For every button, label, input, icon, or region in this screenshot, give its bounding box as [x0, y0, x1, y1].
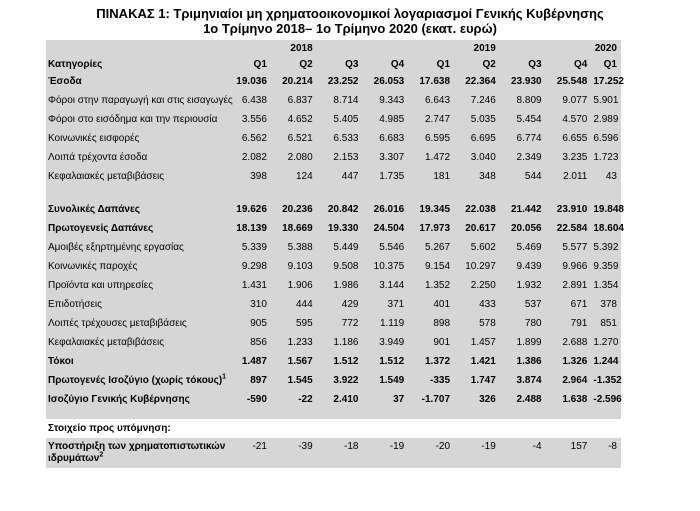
- table-cell: 19.036: [225, 72, 271, 91]
- table-cell: 17.252: [591, 72, 621, 91]
- row-label: Φόροι στην παραγωγή και στις εισαγωγές: [46, 91, 225, 110]
- table-cell: -39: [271, 438, 317, 468]
- table-cell: 2.891: [546, 276, 592, 295]
- table-cell: 10.297: [454, 257, 500, 276]
- row-label: Πρωτογενές Ισοζύγιο (χωρίς τόκους)$^1$: [46, 371, 225, 390]
- table-cell: -1.707: [408, 390, 454, 409]
- table-row: [46, 314, 621, 333]
- row-label: Πρωτογενείς Δαπάνες: [46, 219, 225, 238]
- table-cell: -1.352: [591, 371, 621, 390]
- table-cell: 1.986: [317, 276, 363, 295]
- row-label: Υποστήριξη των χρηματοπιστωτικών ιδρυμάτων$^2$: [46, 438, 225, 468]
- table-cell: 1.723: [591, 148, 621, 167]
- table-cell: 9.359: [591, 257, 621, 276]
- table-cell: 3.235: [546, 148, 592, 167]
- table-cell: -18: [317, 438, 363, 468]
- table-cell: -590: [225, 390, 271, 409]
- table-cell: -20: [408, 438, 454, 468]
- table-cell: 1.899: [500, 333, 546, 352]
- table-row: [46, 352, 621, 371]
- table-cell: 9.343: [362, 91, 408, 110]
- table-cell: 2.964: [546, 371, 592, 390]
- table-cell: 2.989: [591, 110, 621, 129]
- table-row: [46, 371, 621, 390]
- table-cell: 1.431: [225, 276, 271, 295]
- spacer-row: [46, 409, 621, 419]
- table-cell: 444: [271, 295, 317, 314]
- table-cell: -2.596: [591, 390, 621, 409]
- table-cell: 4.652: [271, 110, 317, 129]
- quarter-header: Q3: [500, 56, 546, 72]
- year-row: [46, 40, 621, 56]
- row-label: Έσοδα: [46, 72, 225, 91]
- table-cell: 671: [546, 295, 592, 314]
- table-cell: 6.595: [408, 129, 454, 148]
- quarter-row: [46, 56, 621, 72]
- table-cell: 8.714: [317, 91, 363, 110]
- table-row: [46, 200, 621, 219]
- table-cell: 9.439: [500, 257, 546, 276]
- table-cell: 1.326: [546, 352, 592, 371]
- year-2020: 2020: [591, 40, 621, 56]
- table-cell: 5.602: [454, 238, 500, 257]
- table-row: [46, 276, 621, 295]
- table-cell: 5.035: [454, 110, 500, 129]
- table-cell: 23.252: [317, 72, 363, 91]
- table-cell: 544: [500, 167, 546, 186]
- table-cell: 5.454: [500, 110, 546, 129]
- fiscal-table: [46, 40, 624, 468]
- table-cell: 1.352: [408, 276, 454, 295]
- table-cell: 897: [225, 371, 271, 390]
- table-cell: 6.438: [225, 91, 271, 110]
- table-cell: 26.053: [362, 72, 408, 91]
- table-cell: 10.375: [362, 257, 408, 276]
- table-cell: 1.747: [454, 371, 500, 390]
- table-cell: 898: [408, 314, 454, 333]
- table-cell: -19: [454, 438, 500, 468]
- table-cell: 6.643: [408, 91, 454, 110]
- row-label: Τόκοι: [46, 352, 225, 371]
- quarter-header: Q1: [408, 56, 454, 72]
- table-cell: 5.901: [591, 91, 621, 110]
- table-cell: 24.504: [362, 219, 408, 238]
- table-cell: 1.932: [500, 276, 546, 295]
- table-cell: 5.339: [225, 238, 271, 257]
- table-cell: 2.082: [225, 148, 271, 167]
- table-cell: 905: [225, 314, 271, 333]
- table-cell: -21: [225, 438, 271, 468]
- table-cell: 310: [225, 295, 271, 314]
- row-label: Συνολικές Δαπάνες: [46, 200, 225, 219]
- table-cell: 23.910: [546, 200, 592, 219]
- table-cell: 43: [591, 167, 621, 186]
- table-cell: 21.442: [500, 200, 546, 219]
- footnote-marker: 1: [222, 373, 227, 381]
- table-cell: 6.562: [225, 129, 271, 148]
- table-cell: -19: [362, 438, 408, 468]
- table-row: [46, 295, 621, 314]
- table-cell: 1.512: [362, 352, 408, 371]
- table-cell: 9.077: [546, 91, 592, 110]
- table-cell: 780: [500, 314, 546, 333]
- row-label: Λοιπές τρέχουσες μεταβιβάσεις: [46, 314, 225, 333]
- table-cell: 6.521: [271, 129, 317, 148]
- table-cell: 1.119: [362, 314, 408, 333]
- table-cell: 19.626: [225, 200, 271, 219]
- table-cell: -22: [271, 390, 317, 409]
- table-cell: 25.548: [546, 72, 592, 91]
- table-cell: 22.584: [546, 219, 592, 238]
- title-line-1: ΠΙΝΑΚΑΣ 1: Τριμηνιαίοι μη χρηματοοικονομικοί λογαριασμοί Γενικής Κυβέρνησης: [96, 6, 604, 21]
- category-header: Κατηγορίες: [46, 56, 225, 72]
- table-cell: 9.154: [408, 257, 454, 276]
- table-cell: 5.546: [362, 238, 408, 257]
- table-cell: 1.906: [271, 276, 317, 295]
- table-cell: 348: [454, 167, 500, 186]
- table-cell: 20.236: [271, 200, 317, 219]
- table-cell: 1.512: [317, 352, 363, 371]
- row-label: Κεφαλαιακές μεταβιβάσεις: [46, 167, 225, 186]
- table-cell: 18.139: [225, 219, 271, 238]
- table-cell: 17.973: [408, 219, 454, 238]
- table-cell: 6.774: [500, 129, 546, 148]
- table-cell: 1.270: [591, 333, 621, 352]
- table-cell: 37: [362, 390, 408, 409]
- table-row: [46, 167, 621, 186]
- table-cell: 2.747: [408, 110, 454, 129]
- table-cell: 2.011: [546, 167, 592, 186]
- table-cell: 2.349: [500, 148, 546, 167]
- table-cell: 1.472: [408, 148, 454, 167]
- table-cell: 5.267: [408, 238, 454, 257]
- table-row: [46, 72, 621, 91]
- table-cell: 5.388: [271, 238, 317, 257]
- table-cell: 9.103: [271, 257, 317, 276]
- quarter-header: Q2: [454, 56, 500, 72]
- year-2018: 2018: [271, 40, 317, 56]
- table-cell: 1.735: [362, 167, 408, 186]
- table-cell: 1.244: [591, 352, 621, 371]
- table-cell: 4.985: [362, 110, 408, 129]
- table-cell: 22.038: [454, 200, 500, 219]
- table-row: [46, 390, 621, 409]
- row-label: Λοιπά τρέχοντα έσοδα: [46, 148, 225, 167]
- table-cell: 18.604: [591, 219, 621, 238]
- table-cell: -8: [591, 438, 621, 468]
- title-line-2: 1ο Τρίμηνο 2018– 1ο Τρίμηνο 2020 (εκατ. ευρώ): [203, 21, 497, 36]
- table-cell: 22.364: [454, 72, 500, 91]
- memo-row: [46, 419, 621, 438]
- year-2019: 2019: [454, 40, 500, 56]
- table-cell: -335: [408, 371, 454, 390]
- row-label: Κοινωνικές εισφορές: [46, 129, 225, 148]
- row-label: Φόροι στο εισόδημα και την περιουσία: [46, 110, 225, 129]
- table-cell: 378: [591, 295, 621, 314]
- table-cell: 398: [225, 167, 271, 186]
- table-cell: 371: [362, 295, 408, 314]
- table-row: [46, 129, 621, 148]
- table-cell: 5.405: [317, 110, 363, 129]
- table-cell: 578: [454, 314, 500, 333]
- table-cell: 433: [454, 295, 500, 314]
- table-cell: 2.153: [317, 148, 363, 167]
- table-cell: 18.669: [271, 219, 317, 238]
- table-row: [46, 238, 621, 257]
- table-cell: 2.688: [546, 333, 592, 352]
- table-row: [46, 257, 621, 276]
- table-cell: 2.410: [317, 390, 363, 409]
- table-cell: 1.487: [225, 352, 271, 371]
- table-cell: 3.040: [454, 148, 500, 167]
- footnote-marker: 2: [99, 451, 104, 459]
- financial-support-row: [46, 438, 621, 468]
- table-cell: 2.250: [454, 276, 500, 295]
- table-cell: 901: [408, 333, 454, 352]
- table-cell: 6.837: [271, 91, 317, 110]
- table-cell: 6.533: [317, 129, 363, 148]
- memo-label: Στοιχείο προς υπόμνηση:: [48, 423, 171, 434]
- table-cell: 4.570: [546, 110, 592, 129]
- quarter-header: Q4: [362, 56, 408, 72]
- quarter-header: Q4: [546, 56, 592, 72]
- table-cell: 772: [317, 314, 363, 333]
- table-cell: 1.186: [317, 333, 363, 352]
- table-cell: 20.842: [317, 200, 363, 219]
- table-cell: 6.695: [454, 129, 500, 148]
- row-label: Αμοιβές εξηρτημένης εργασίας: [46, 238, 225, 257]
- table-cell: 26.016: [362, 200, 408, 219]
- table-cell: 401: [408, 295, 454, 314]
- table-cell: 9.298: [225, 257, 271, 276]
- table-cell: 9.966: [546, 257, 592, 276]
- table-cell: 3.874: [500, 371, 546, 390]
- table-cell: 157: [546, 438, 592, 468]
- table-cell: 3.144: [362, 276, 408, 295]
- table-cell: 20.056: [500, 219, 546, 238]
- table-cell: 5.469: [500, 238, 546, 257]
- table-cell: 3.949: [362, 333, 408, 352]
- table-cell: 1.567: [271, 352, 317, 371]
- table-row: [46, 333, 621, 352]
- table-cell: 429: [317, 295, 363, 314]
- table-cell: 1.638: [546, 390, 592, 409]
- table-cell: 2.080: [271, 148, 317, 167]
- table-cell: 1.386: [500, 352, 546, 371]
- table-row: [46, 219, 621, 238]
- table-cell: 1.457: [454, 333, 500, 352]
- table-row: [46, 91, 621, 110]
- table-cell: 1.421: [454, 352, 500, 371]
- quarter-header: Q1: [225, 56, 271, 72]
- table-cell: 20.617: [454, 219, 500, 238]
- table-cell: 1.545: [271, 371, 317, 390]
- table-cell: 595: [271, 314, 317, 333]
- table-cell: 8.809: [500, 91, 546, 110]
- row-label: Κεφαλαιακές μεταβιβάσεις: [46, 333, 225, 352]
- table-cell: 9.508: [317, 257, 363, 276]
- table-cell: 3.556: [225, 110, 271, 129]
- table-cell: -4: [500, 438, 546, 468]
- table-cell: 851: [591, 314, 621, 333]
- table-cell: 6.655: [546, 129, 592, 148]
- table-cell: 2.488: [500, 390, 546, 409]
- table-cell: 7.246: [454, 91, 500, 110]
- table-cell: 5.449: [317, 238, 363, 257]
- table-cell: 19.345: [408, 200, 454, 219]
- table-cell: 20.214: [271, 72, 317, 91]
- table-cell: 1.549: [362, 371, 408, 390]
- table-cell: 19.848: [591, 200, 621, 219]
- quarter-header: Q3: [317, 56, 363, 72]
- table-cell: 181: [408, 167, 454, 186]
- row-label: Κοινωνικές παροχές: [46, 257, 225, 276]
- table-cell: 19.330: [317, 219, 363, 238]
- row-label: Ισοζύγιο Γενικής Κυβέρνησης: [46, 390, 225, 409]
- row-label: Προϊόντα και υπηρεσίες: [46, 276, 225, 295]
- table-cell: 791: [546, 314, 592, 333]
- table-cell: 124: [271, 167, 317, 186]
- row-label: Επιδοτήσεις: [46, 295, 225, 314]
- table-cell: 3.307: [362, 148, 408, 167]
- table-cell: 3.922: [317, 371, 363, 390]
- quarter-header: Q1: [591, 56, 621, 72]
- spacer-row: [46, 186, 621, 200]
- table-cell: 326: [454, 390, 500, 409]
- table-cell: 6.596: [591, 129, 621, 148]
- table-cell: 1.233: [271, 333, 317, 352]
- table-cell: 1.354: [591, 276, 621, 295]
- table-cell: 23.930: [500, 72, 546, 91]
- table-cell: 6.683: [362, 129, 408, 148]
- table-cell: 447: [317, 167, 363, 186]
- table-cell: 1.372: [408, 352, 454, 371]
- table-cell: 5.577: [546, 238, 592, 257]
- table-cell: 537: [500, 295, 546, 314]
- table-row: [46, 148, 621, 167]
- table-row: [46, 110, 621, 129]
- table-cell: 5.392: [591, 238, 621, 257]
- quarter-header: Q2: [271, 56, 317, 72]
- table-cell: 856: [225, 333, 271, 352]
- table-cell: 17.638: [408, 72, 454, 91]
